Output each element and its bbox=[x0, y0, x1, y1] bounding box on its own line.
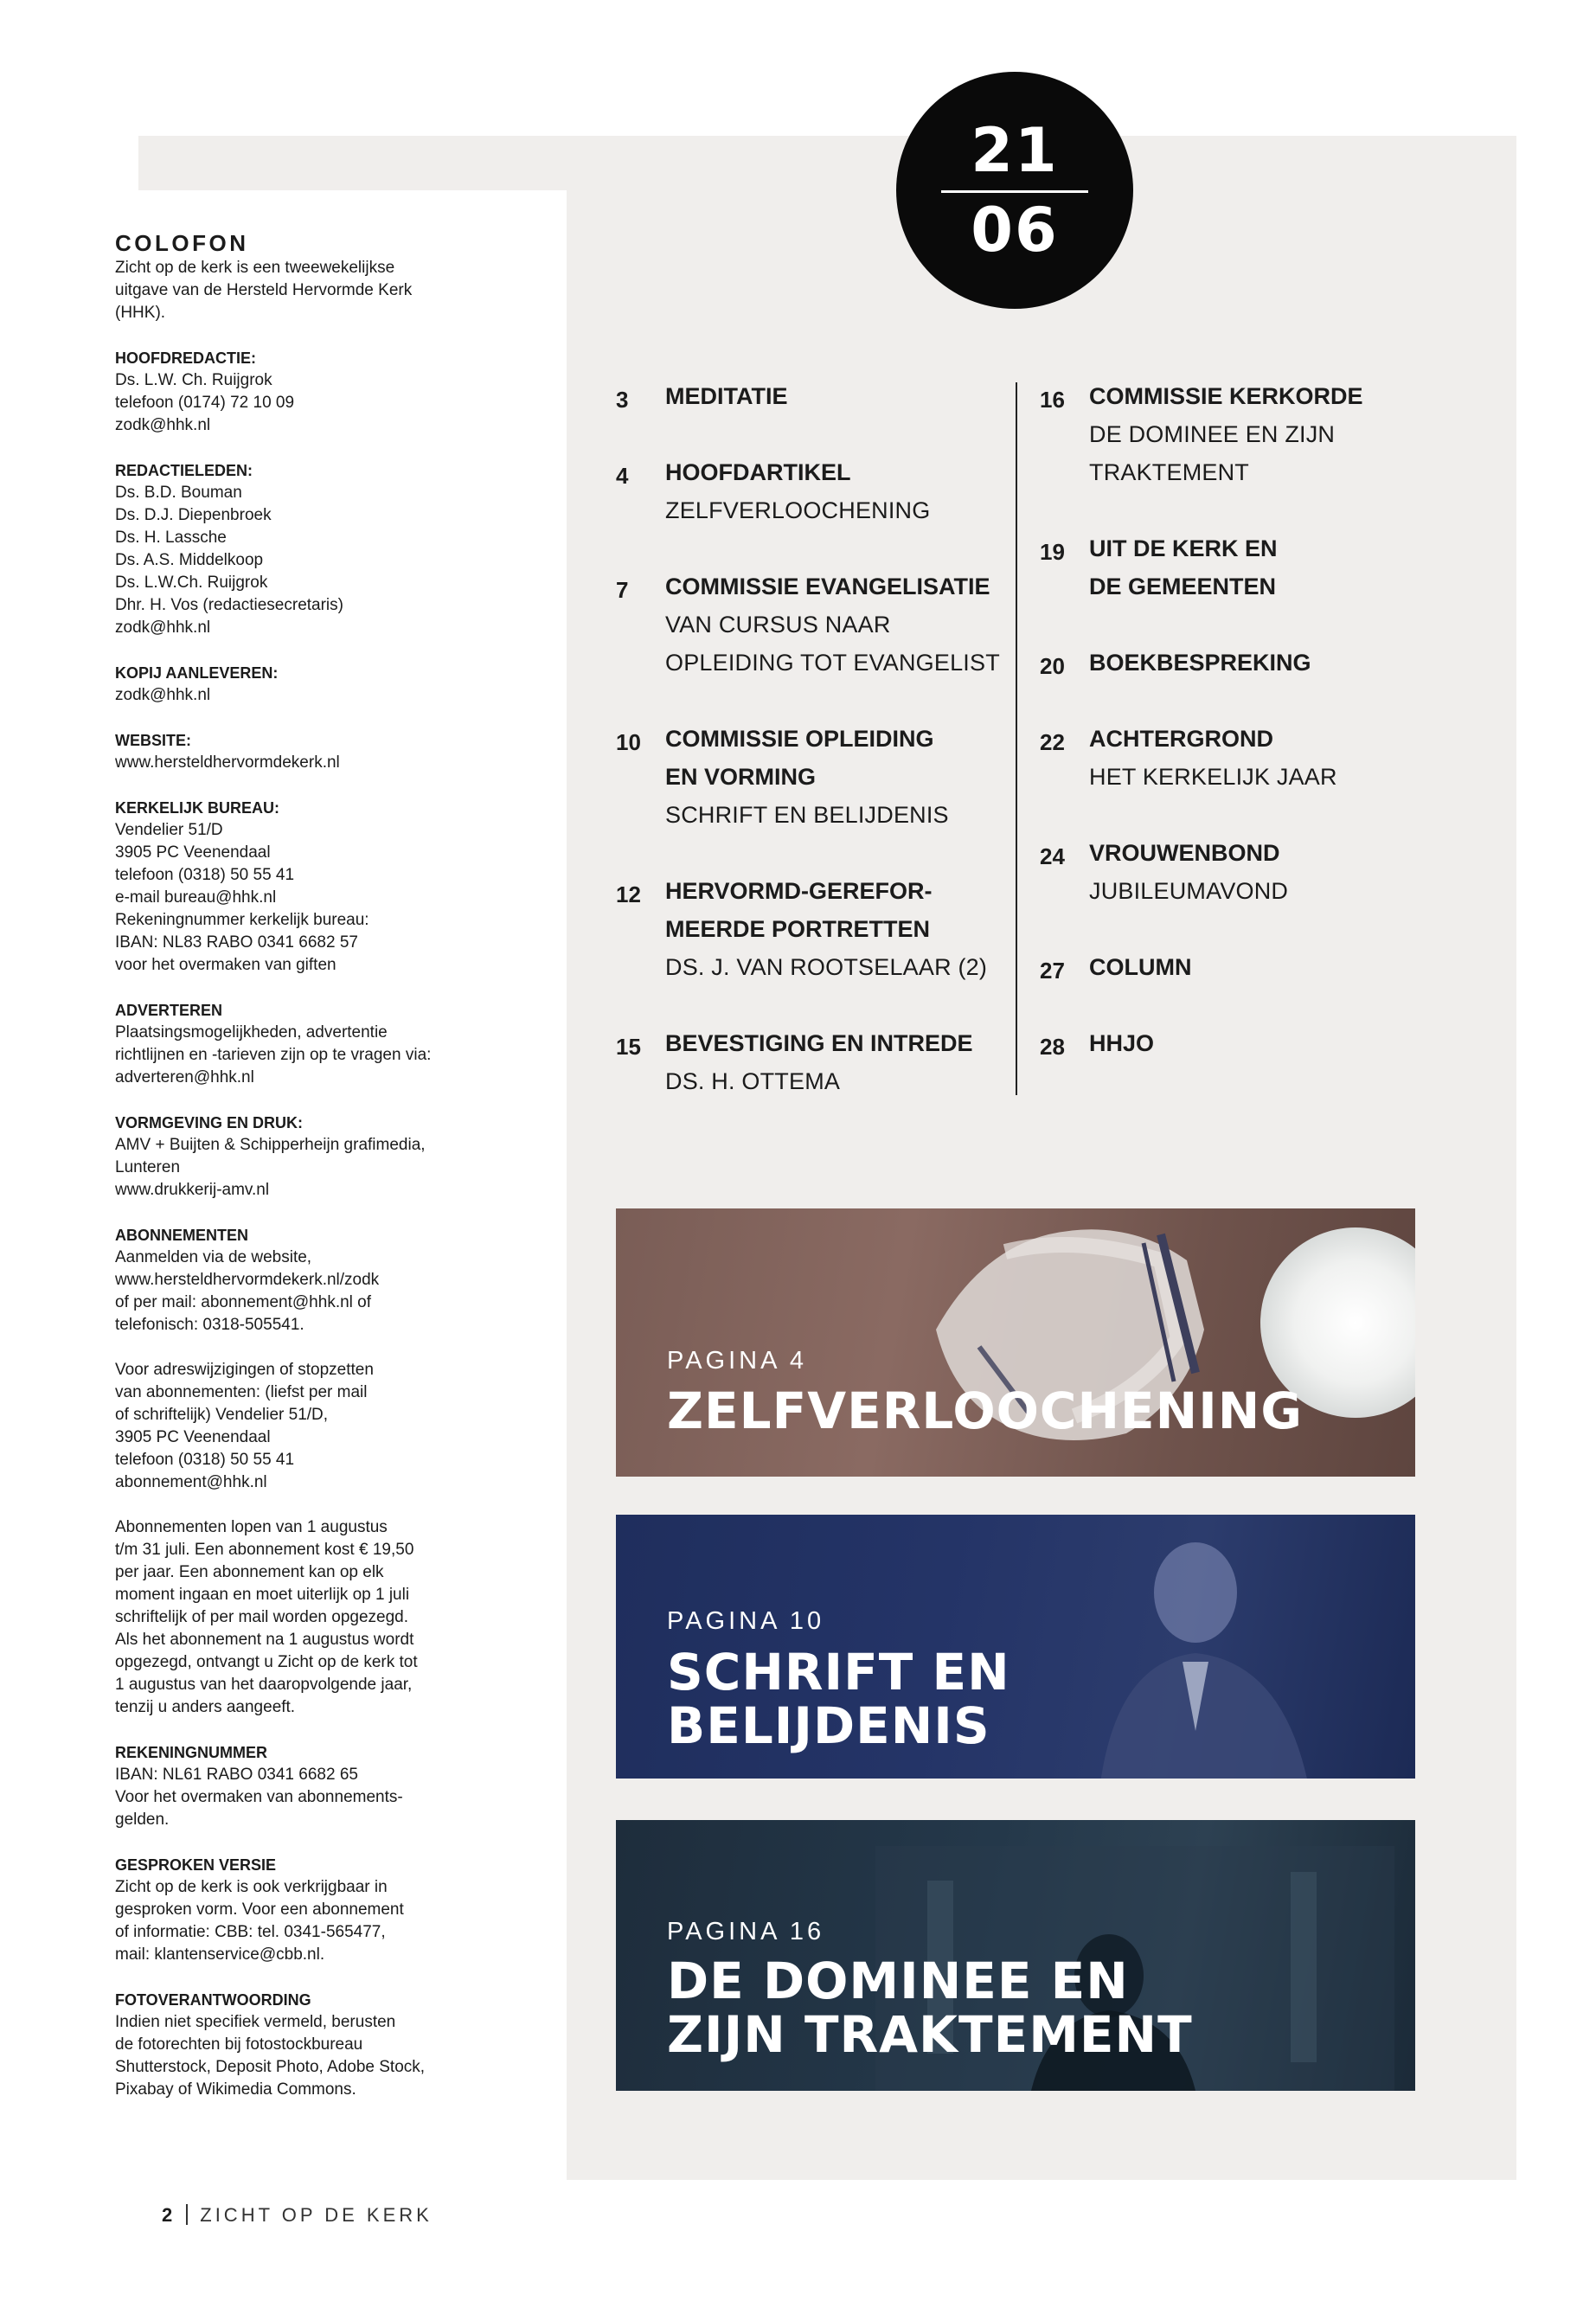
toc-page-number: 22 bbox=[1040, 729, 1065, 755]
toc-page-number: 28 bbox=[1040, 1034, 1065, 1060]
colofon-line: IBAN: NL61 RABO 0341 6682 65 bbox=[115, 1766, 358, 1784]
toc-page-number: 4 bbox=[616, 463, 629, 489]
toc-subtitle: VAN CURSUS NAAR bbox=[665, 612, 891, 638]
toc-title: UIT DE KERK EN bbox=[1089, 535, 1278, 561]
colofon-line: adverteren@hhk.nl bbox=[115, 1068, 254, 1086]
colofon-line: Rekeningnummer kerkelijk bureau: bbox=[115, 911, 369, 929]
colofon-section-heading: ADVERTEREN bbox=[115, 1002, 223, 1019]
colofon-section bbox=[115, 1989, 478, 2101]
issue-number-badge bbox=[896, 72, 1133, 309]
toc-title: HERVORMD-GEREFOR- bbox=[665, 878, 933, 904]
toc-page-number: 10 bbox=[616, 729, 641, 755]
colofon-line: opgezegd, ontvangt u Zicht op de kerk tot bbox=[115, 1653, 418, 1671]
colofon-line: (HHK). bbox=[115, 304, 166, 322]
colofon-section-heading: GESPROKEN VERSIE bbox=[115, 1856, 277, 1874]
toc-title: MEERDE PORTRETTEN bbox=[665, 916, 931, 942]
colofon-sections bbox=[115, 257, 478, 2101]
colofon-line: voor het overmaken van giften bbox=[115, 956, 337, 974]
toc-item-body bbox=[1089, 644, 1429, 682]
colofon-line: mail: klantenservice@cbb.nl. bbox=[115, 1945, 325, 1964]
issue-number-bottom: 06 bbox=[971, 195, 1059, 266]
toc-subtitle: ZELFVERLOOCHENING bbox=[665, 497, 931, 523]
colofon-line: Shutterstock, Deposit Photo, Adobe Stock, bbox=[115, 2058, 426, 2076]
colofon-line: www.hersteldhervormdekerk.nl/zodk bbox=[115, 1271, 380, 1289]
colofon bbox=[115, 232, 478, 2101]
toc-subtitle: DS. J. VAN ROOTSELAAR (2) bbox=[665, 954, 988, 980]
toc-column-right bbox=[1040, 377, 1429, 1100]
colofon-line: Lunteren bbox=[115, 1158, 181, 1176]
colofon-section-heading: HOOFDREDACTIE: bbox=[115, 349, 256, 367]
colofon-line: 3905 PC Veenendaal bbox=[115, 1428, 271, 1446]
issue-number-top: 21 bbox=[971, 115, 1059, 186]
banner-kicker: PAGINA 10 bbox=[667, 1607, 825, 1635]
toc-item-body bbox=[1089, 1024, 1429, 1062]
colofon-line: Dhr. H. Vos (redactiesecretaris) bbox=[115, 596, 343, 614]
toc-page-number: 3 bbox=[616, 387, 629, 413]
colofon-line: zodk@hhk.nl bbox=[115, 416, 211, 434]
toc-subtitle: DS. H. OTTEMA bbox=[665, 1068, 841, 1094]
colofon-line: Zicht op de kerk is een tweewekelijkse bbox=[115, 259, 395, 277]
colofon-line: telefonisch: 0318-505541. bbox=[115, 1316, 304, 1334]
colofon-line: e-mail bureau@hhk.nl bbox=[115, 888, 277, 907]
colofon-line: Ds. L.W. Ch. Ruijgrok bbox=[115, 371, 272, 389]
banner-headline-line-1: DE DOMINEE EN bbox=[667, 1952, 1129, 2010]
toc-title: DE GEMEENTEN bbox=[1089, 574, 1277, 599]
colofon-line: per jaar. Een abonnement kan op elk bbox=[115, 1563, 384, 1581]
magazine-name: ZICHT OP DE KERK bbox=[200, 2204, 433, 2226]
colofon-line: IBAN: NL83 RABO 0341 6682 57 bbox=[115, 933, 358, 952]
toc-item-body bbox=[665, 453, 1014, 529]
toc-item[interactable] bbox=[616, 377, 1014, 415]
colofon-line: gesproken vorm. Voor een abonnement bbox=[115, 1900, 404, 1919]
colofon-line: Ds. B.D. Bouman bbox=[115, 484, 242, 502]
toc-page-number: 15 bbox=[616, 1034, 641, 1060]
colofon-line: gelden. bbox=[115, 1811, 170, 1829]
toc-title: EN VORMING bbox=[665, 764, 817, 790]
colofon-line: Zicht op de kerk is ook verkrijgbaar in bbox=[115, 1878, 388, 1896]
colofon-line: of informatie: CBB: tel. 0341-565477, bbox=[115, 1923, 386, 1941]
banner-headline-line-1: SCHRIFT EN bbox=[667, 1643, 1010, 1702]
toc-item-body bbox=[1089, 529, 1429, 606]
banner-headline-line-2: ZIJN TRAKTEMENT bbox=[667, 2005, 1193, 2064]
toc-column-left bbox=[616, 377, 1014, 1138]
colofon-section bbox=[115, 1224, 478, 1336]
colofon-line: Voor adreswijzigingen of stopzetten bbox=[115, 1361, 374, 1379]
colofon-line: www.hersteldhervormdekerk.nl bbox=[115, 753, 340, 772]
toc-item-body bbox=[1089, 720, 1429, 796]
issue-number-divider bbox=[941, 190, 1088, 193]
colofon-line: Vendelier 51/D bbox=[115, 821, 223, 839]
colofon-section bbox=[115, 257, 478, 324]
colofon-line: zodk@hhk.nl bbox=[115, 619, 211, 637]
colofon-line: Abonnementen lopen van 1 augustus bbox=[115, 1518, 388, 1536]
colofon-section bbox=[115, 1854, 478, 1966]
page-number: 2 bbox=[162, 2204, 173, 2226]
banner-headline-line-1: ZELFVERLOOCHENING bbox=[667, 1381, 1303, 1440]
toc-item[interactable] bbox=[1040, 948, 1429, 986]
colofon-line: Als het abonnement na 1 augustus wordt bbox=[115, 1631, 414, 1649]
colofon-section-heading: REDACTIELEDEN: bbox=[115, 462, 253, 479]
toc-item[interactable] bbox=[616, 1024, 1014, 1100]
toc-item[interactable] bbox=[1040, 377, 1429, 491]
colofon-section bbox=[115, 459, 478, 639]
toc-title: COMMISSIE EVANGELISATIE bbox=[665, 574, 990, 599]
colofon-line: abonnement@hhk.nl bbox=[115, 1473, 267, 1491]
page-footer bbox=[162, 2203, 433, 2227]
banner-schrift-en-belijdenis[interactable] bbox=[616, 1515, 1415, 1779]
toc-page-number: 16 bbox=[1040, 387, 1065, 413]
colofon-section bbox=[115, 1359, 478, 1494]
colofon-section-heading: FOTOVERANTWOORDING bbox=[115, 1991, 311, 2009]
colofon-line: Ds. D.J. Diepenbroek bbox=[115, 506, 272, 524]
banner-kicker: PAGINA 4 bbox=[667, 1347, 808, 1375]
toc-item[interactable] bbox=[1040, 834, 1429, 910]
footer-separator bbox=[186, 2204, 188, 2225]
toc-item-body bbox=[1089, 834, 1429, 910]
toc-title: COLUMN bbox=[1089, 954, 1192, 980]
colofon-line: telefoon (0174) 72 10 09 bbox=[115, 394, 295, 412]
colofon-line: richtlijnen en -tarieven zijn op te vragen via: bbox=[115, 1046, 432, 1064]
colofon-line: tenzij u anders aangeeft. bbox=[115, 1698, 296, 1716]
colofon-line: Pixabay of Wikimedia Commons. bbox=[115, 2080, 356, 2099]
colofon-line: t/m 31 juli. Een abonnement kost € 19,50 bbox=[115, 1541, 414, 1559]
toc-item[interactable] bbox=[616, 720, 1014, 834]
colofon-line: AMV + Buijten & Schipperheijn grafimedia, bbox=[115, 1136, 426, 1154]
colofon-title: COLOFON bbox=[115, 230, 249, 256]
toc-page-number: 19 bbox=[1040, 539, 1065, 565]
toc-page-number: 27 bbox=[1040, 958, 1065, 984]
toc-title: BOEKBESPREKING bbox=[1089, 650, 1311, 676]
colofon-section bbox=[115, 662, 478, 707]
toc-title: HHJO bbox=[1089, 1030, 1155, 1056]
colofon-section bbox=[115, 797, 478, 977]
toc-item-body bbox=[1089, 377, 1429, 491]
colofon-line: zodk@hhk.nl bbox=[115, 686, 211, 704]
colofon-line: Voor het overmaken van abonnements- bbox=[115, 1788, 403, 1806]
colofon-line: moment ingaan en moet uiterlijk op 1 juli bbox=[115, 1586, 410, 1604]
colofon-line: www.drukkerij-amv.nl bbox=[115, 1181, 270, 1199]
colofon-line: 1 augustus van het daaropvolgende jaar, bbox=[115, 1676, 413, 1694]
colofon-section-heading: ABONNEMENTEN bbox=[115, 1227, 249, 1244]
toc-item-body bbox=[665, 720, 1014, 834]
toc-title: BEVESTIGING EN INTREDE bbox=[665, 1030, 973, 1056]
colofon-line: Ds. H. Lassche bbox=[115, 529, 227, 547]
toc-page-number: 7 bbox=[616, 577, 629, 603]
colofon-section bbox=[115, 999, 478, 1089]
toc-title: MEDITATIE bbox=[665, 383, 788, 409]
colofon-line: Ds. A.S. Middelkoop bbox=[115, 551, 264, 569]
toc-item[interactable] bbox=[1040, 644, 1429, 682]
toc-subtitle: DE DOMINEE EN ZIJN bbox=[1089, 421, 1336, 447]
colofon-line: de fotorechten bij fotostockbureau bbox=[115, 2035, 363, 2054]
colofon-line: van abonnementen: (liefst per mail bbox=[115, 1383, 368, 1401]
colofon-line: Indien niet specifiek vermeld, berusten bbox=[115, 2013, 396, 2031]
toc-title: COMMISSIE KERKORDE bbox=[1089, 383, 1363, 409]
toc-item-body bbox=[665, 872, 1014, 986]
toc-title: VROUWENBOND bbox=[1089, 840, 1280, 866]
colofon-section-heading: REKENINGNUMMER bbox=[115, 1744, 268, 1761]
colofon-section bbox=[115, 347, 478, 437]
colofon-section bbox=[115, 1112, 478, 1202]
colofon-section-heading: VORMGEVING EN DRUK: bbox=[115, 1114, 304, 1131]
banner-kicker: PAGINA 16 bbox=[667, 1918, 825, 1945]
banner-zelfverloochening[interactable] bbox=[616, 1208, 1415, 1477]
colofon-section-heading: KOPIJ AANLEVEREN: bbox=[115, 664, 279, 682]
colofon-line: 3905 PC Veenendaal bbox=[115, 843, 271, 862]
toc-item[interactable] bbox=[1040, 1024, 1429, 1062]
toc-item-body bbox=[665, 567, 1014, 682]
colofon-section bbox=[115, 729, 478, 774]
colofon-section bbox=[115, 1741, 478, 1831]
toc-divider bbox=[1016, 382, 1017, 1095]
toc-page-number: 12 bbox=[616, 881, 641, 907]
toc-item-body bbox=[665, 1024, 1014, 1100]
toc-item-body bbox=[1089, 948, 1429, 986]
colofon-line: uitgave van de Hersteld Hervormde Kerk bbox=[115, 281, 413, 299]
colofon-section-heading: WEBSITE: bbox=[115, 732, 191, 749]
toc-item[interactable] bbox=[616, 453, 1014, 529]
colofon-line: Aanmelden via de website, bbox=[115, 1248, 312, 1266]
colofon-line: telefoon (0318) 50 55 41 bbox=[115, 1451, 295, 1469]
toc-subtitle: SCHRIFT EN BELIJDENIS bbox=[665, 802, 949, 828]
toc-item[interactable] bbox=[616, 872, 1014, 986]
toc-subtitle: TRAKTEMENT bbox=[1089, 459, 1250, 485]
toc-item[interactable] bbox=[616, 567, 1014, 682]
toc-page-number: 20 bbox=[1040, 653, 1065, 679]
toc-subtitle: JUBILEUMAVOND bbox=[1089, 878, 1289, 904]
toc-item-body bbox=[665, 377, 1014, 415]
colofon-line: schriftelijk of per mail worden opgezegd. bbox=[115, 1608, 409, 1626]
colofon-line: telefoon (0318) 50 55 41 bbox=[115, 866, 295, 884]
toc-title: HOOFDARTIKEL bbox=[665, 459, 851, 485]
toc-title: ACHTERGROND bbox=[1089, 726, 1273, 752]
toc-page-number: 24 bbox=[1040, 843, 1065, 869]
toc-item[interactable] bbox=[1040, 720, 1429, 796]
person-image bbox=[1022, 1532, 1351, 1779]
colofon-section bbox=[115, 1516, 478, 1719]
colofon-section-heading: KERKELIJK BUREAU: bbox=[115, 799, 280, 817]
colofon-line: of schriftelijk) Vendelier 51/D, bbox=[115, 1406, 329, 1424]
banner-headline-line-2: BELIJDENIS bbox=[667, 1696, 990, 1755]
toc-subtitle: OPLEIDING TOT EVANGELIST bbox=[665, 650, 1000, 676]
toc-title: COMMISSIE OPLEIDING bbox=[665, 726, 934, 752]
colofon-line: of per mail: abonnement@hhk.nl of bbox=[115, 1293, 372, 1311]
banner-de-dominee-en-zijn-traktement[interactable] bbox=[616, 1820, 1415, 2091]
colofon-line: Plaatsingsmogelijkheden, advertentie bbox=[115, 1023, 388, 1042]
colofon-line: Ds. L.W.Ch. Ruijgrok bbox=[115, 574, 268, 592]
toc-item[interactable] bbox=[1040, 529, 1429, 606]
toc-subtitle: HET KERKELIJK JAAR bbox=[1089, 764, 1337, 790]
